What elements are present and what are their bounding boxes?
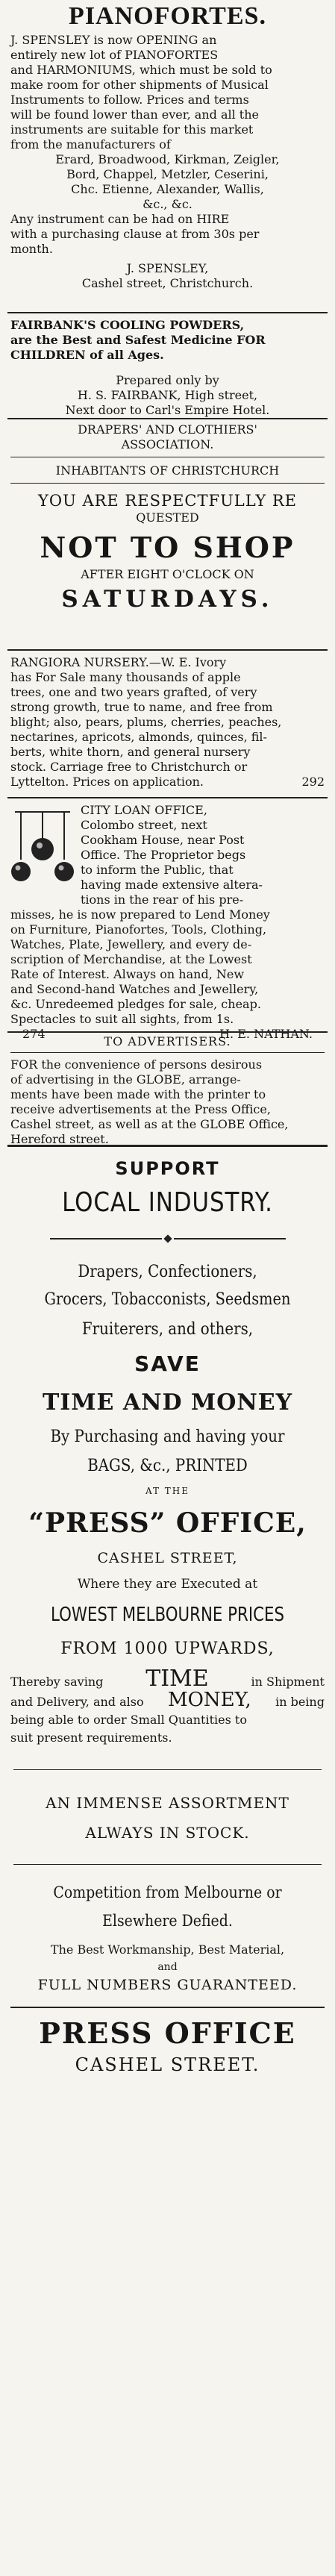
at-the-line: AT THE [145,1486,190,1496]
divider [7,649,328,651]
rangiora-body [10,655,325,790]
divider [7,418,328,419]
rangiora-ad [0,655,335,790]
press-office-heading: “PRESS” OFFICE, [28,1507,307,1539]
advertisers-line: ments have been made with the printer to [10,1087,266,1101]
request-line: QUESTED [136,510,199,525]
immense-line: AN IMMENSE ASSORTMENT [46,1794,289,1812]
money-big: MONEY, [167,1689,251,1711]
fairbank-prepared: Prepared only by [116,373,219,387]
not-to-shop-headline: NOT TO SHOP [40,531,295,564]
drapers-ad [0,422,335,616]
rangiora-line: nectarines, apricots, almonds, quinces, fil- [10,730,267,744]
hire-line: Any instrument can be had on HIRE [10,212,230,226]
rangiora-ref: 292 [301,775,325,789]
rangiora-line: has For Sale many thousands of apple [10,670,241,684]
advertisers-body [10,1057,325,1147]
loan-line: misses, he is now prepared to Lend Money [10,907,270,922]
rangiora-line: trees, one and two years grafted, of very [10,685,257,699]
fairbank-name: H. S. FAIRBANK, High street, [77,388,258,402]
makers-line: Erard, Broadwood, Kirkman, Zeigler, [55,152,280,166]
fruiterers-trades: Fruiterers, and others, [81,1320,254,1339]
thereby-paragraph [10,1666,325,1747]
grocers-trades: Grocers, Tobacconists, Seedsmen [44,1290,291,1309]
executed-line: Where they are Executed at [77,1577,258,1592]
fairbank-line: CHILDREN of all Ages. [10,348,164,362]
divider [10,1052,325,1053]
divider [7,1145,328,1147]
press-office-ad [0,1157,335,2077]
rangiora-line: RANGIORA NURSERY.—W. E. Ivory [10,655,227,669]
association-line: DRAPERS' AND CLOTHIERS' [78,422,257,437]
cashel-street-line: CASHEL STREET, [97,1550,238,1566]
pianofortes-makers [10,152,325,212]
rangiora-line: blight; also, pears, plums, cherries, peaches, [10,715,282,729]
cashel-street-footer: CASHEL STREET. [75,2054,260,2075]
hire-line: with a purchasing clause at from 30s per [10,227,260,241]
pianofortes-body-line: make room for other shipments of Musical [10,78,269,92]
loan-ad [0,803,335,1042]
elsewhere-line: Elsewhere Defied. [102,1912,233,1930]
loan-line: &c. Unredeemed pledges for sale, cheap. [10,997,261,1011]
divider [13,1769,322,1770]
advertisers-heading: TO ADVERTISERS. [104,1034,231,1048]
hire-line: month. [10,242,53,256]
loan-line: scription of Merchandise, at the Lowest [10,952,252,966]
rangiora-line: strong growth, true to name, and free from [10,700,273,714]
save-heading: SAVE [134,1351,201,1376]
time-and-money-heading: TIME AND MONEY [42,1389,293,1416]
thereby-text: and Delivery, and also [10,1695,144,1709]
thereby-text: being able to order Small Quantities to [10,1713,247,1727]
ornament-divider [10,1236,325,1242]
and-line: and [157,1961,178,1973]
loan-line: CITY LOAN OFFICE, [81,803,207,817]
press-office-footer-heading: PRESS OFFICE [39,2016,296,2050]
time-big: TIME [145,1666,209,1692]
diamond-icon [163,1234,172,1242]
loan-line: Colombo street, next [81,818,207,832]
divider [7,312,328,313]
advertisers-line: receive advertisements at the Press Office, [10,1102,271,1116]
loan-ref: 274 [22,1027,46,1041]
inhabitants-line: INHABITANTS OF CHRISTCHURCH [55,463,280,478]
pianofortes-body-line: from the manufacturers of [10,137,171,151]
thereby-text: in being [275,1695,325,1709]
fairbank-body [10,318,325,363]
divider [7,797,328,798]
fairbank-line: are the Best and Safest Medicine FOR [10,333,266,347]
pianofortes-body-line: and HARMONIUMS, which must be sold to [10,63,272,77]
makers-line: &c., &c. [143,197,192,211]
after-line: AFTER EIGHT O'CLOCK ON [81,567,254,581]
advertisers-line: FOR the convenience of persons desirous [10,1057,263,1072]
pianofortes-ad [0,0,335,291]
rangiora-line: Lyttelton. Prices on application. [10,775,204,789]
pianofortes-body-line: J. SPENSLEY is now OPENING an [10,33,217,47]
saturdays-line: SATURDAYS. [61,586,274,613]
loan-proprietor: H. E. NATHAN. [219,1027,313,1041]
thereby-text: in Shipment [251,1675,325,1689]
pianofortes-body-line: entirely new lot of PIANOFORTES [10,48,219,62]
divider [10,483,325,485]
request-line: YOU ARE RESPECTFULLY RE [38,492,297,510]
local-industry-heading: LOCAL INDUSTRY. [62,1187,273,1218]
fairbank-line: FAIRBANK'S COOLING POWDERS, [10,318,245,332]
divider [10,457,325,459]
thereby-text: suit present requirements. [10,1731,172,1745]
rangiora-line: stock. Carriage free to Christchurch or [10,760,248,774]
loan-line: Office. The Proprietor begs [81,848,246,862]
rangiora-line: berts, white thorn, and general nursery [10,745,251,759]
from-line: FROM 1000 UPWARDS, [60,1639,275,1658]
divider [7,1031,328,1033]
loan-line: to inform the Public, that [81,863,234,877]
competition-line: Competition from Melbourne or [53,1883,282,1901]
fairbank-ad [0,318,335,418]
association-line: ASSOCIATION. [121,437,214,451]
loan-line: and Second-hand Watches and Jewellery, [10,982,259,996]
makers-line: Bord, Chappel, Metzler, Ceserini, [66,167,269,181]
rangiora-last-row [10,775,325,790]
pawnbroker-balls-icon [10,807,75,897]
loan-line: Watches, Plate, Jewellery, and every de- [10,937,252,951]
loan-line: Spectacles to suit all sights, from 1s. [10,1012,234,1026]
loan-line: Cookham House, near Post [81,833,245,847]
divider [13,1864,322,1865]
drapers-trades: Drapers, Confectioners, [78,1263,257,1281]
workmanship-line: The Best Workmanship, Best Material, [50,1942,285,1957]
pianofortes-address: Cashel street, Christchurch. [81,276,254,290]
pianofortes-body-line: Instruments to follow. Prices and terms [10,93,249,107]
advertisers-line: Hereford street. [10,1132,109,1146]
pianofortes-body-line: instruments are suitable for this market [10,122,254,137]
advertisers-line: Cashel street, as well as at the GLOBE Office, [10,1117,289,1131]
pianofortes-hire [10,212,325,257]
loan-line: Rate of Interest. Always on hand, New [10,967,245,981]
advertisers-line: of advertising in the GLOBE, arrange- [10,1072,241,1087]
makers-line: Chc. Etienne, Alexander, Wallis, [71,182,264,196]
pianofortes-signature: J. SPENSLEY, [126,261,209,275]
purchasing-line: By Purchasing and having your [50,1428,285,1446]
fairbank-location: Next door to Carl's Empire Hotel. [65,403,270,417]
loan-body-full [10,907,325,1042]
loan-line: tions in the rear of his pre- [81,892,244,907]
loan-line: having made extensive altera- [81,878,263,892]
numbers-line: FULL NUMBERS GUARANTEED. [37,1977,298,1993]
always-line: ALWAYS IN STOCK. [85,1824,250,1842]
pianofortes-heading: PIANOFORTES. [69,2,266,30]
advertisers-ad [0,1034,335,1147]
support-heading: SUPPORT [115,1158,220,1179]
thereby-text: Thereby saving [10,1675,104,1689]
bags-line: BAGS, &c., PRINTED [87,1457,248,1475]
lowest-prices-heading: LOWEST MELBOURNE PRICES [50,1604,285,1626]
divider [10,2007,325,2008]
pianofortes-body [10,33,325,152]
loan-line: on Furniture, Pianofortes, Tools, Clothing, [10,922,267,937]
pianofortes-body-line: will be found lower than ever, and all the [10,107,260,122]
